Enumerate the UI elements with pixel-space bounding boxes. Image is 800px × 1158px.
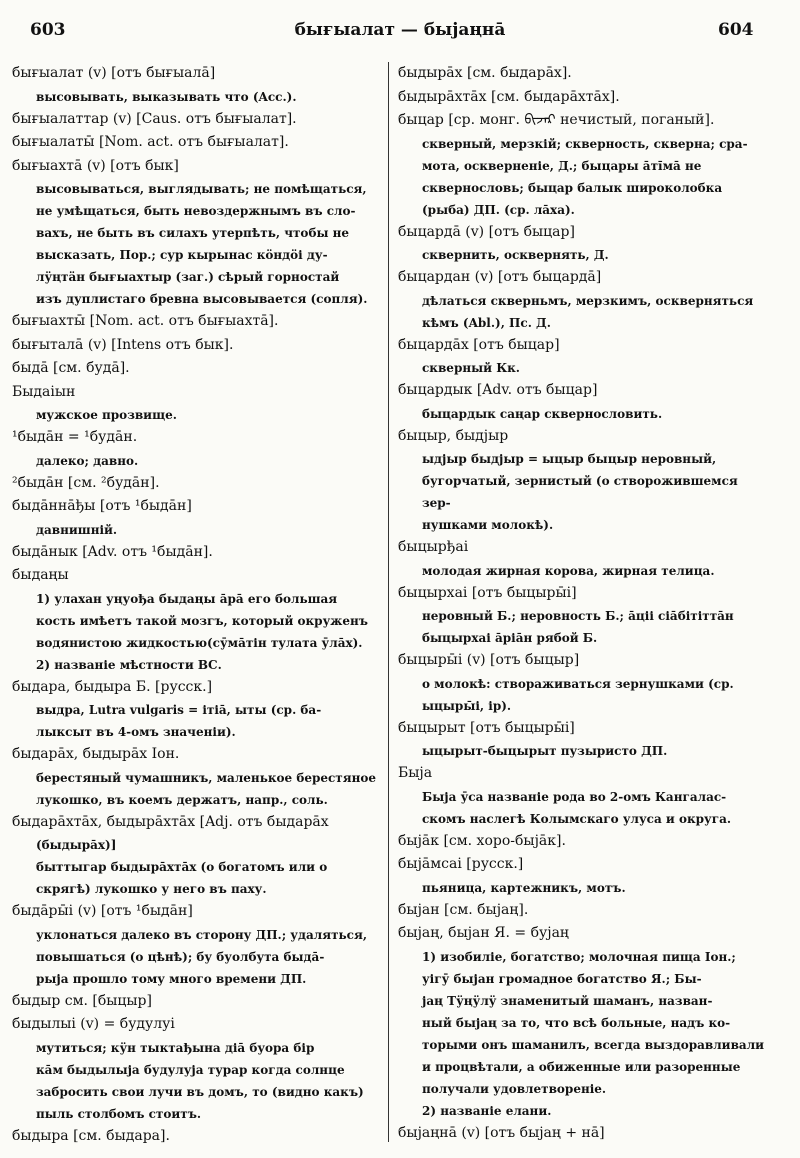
dictionary-entry [398, 62, 770, 86]
entry-definition-line: 2) названіе мѣстности ВС. [36, 657, 222, 672]
entry-headword: быцар [ср. монг. ᠪᠢᠵᠠᠷ нечистый, поганый]. [398, 112, 715, 128]
entry-headword: быјаңна̄ (v) [отъ быјаң + на̄] [398, 1124, 605, 1141]
dictionary-entry [12, 381, 384, 427]
entry-headword: быцардык [Adv. отъ быцар] [398, 382, 598, 398]
entry-headword: быјаң, быјан Я. = бујаң [398, 925, 569, 941]
entry-headword: быцыpђаі [398, 539, 469, 555]
entry-headword: бығыахты̄ [Nom. act. отъ бығыахта̄]. [12, 313, 279, 329]
entry-headword: быја̄к [см. хоро-быја̄к]. [398, 832, 566, 849]
entry-definition-line: рыја прошло тому много времени ДП. [36, 971, 307, 986]
entry-definition-line: нушками молокѣ). [422, 518, 554, 532]
dictionary-entry [12, 990, 384, 1014]
entry-headword: быда̄ры̄і (v) [отъ ¹быда̄н] [12, 903, 193, 919]
entry-definition-line: сквернословь; быцар балык широколобка [422, 180, 723, 195]
dictionary-entry [398, 922, 770, 1122]
entry-headword: быдара, быдыра Б. [русск.] [12, 678, 213, 695]
dictionary-entry [398, 762, 770, 830]
entry-headword: бығыахта̄ (v) [отъ бык] [12, 157, 179, 174]
dictionary-entry [12, 472, 384, 496]
dictionary-entry [398, 853, 770, 899]
entry-definition-line: изъ дуплистаго бревна высовывается (сопля). [36, 292, 368, 306]
entry-headword: быцыры̄і (v) [отъ быцыр] [398, 652, 580, 668]
dictionary-entry [12, 1125, 384, 1149]
entry-definition-line: лӱңтӓн бығыахтыр (заг.) сѣрый горностай [36, 270, 340, 284]
entry-definition-line: скверный, мерзкій; скверность, скверна; сра- [422, 136, 748, 151]
entry-definition-line: далеко; давно. [36, 453, 139, 468]
entry-definition-line: уігӯ быјан громадное богатство Я.; Бы- [422, 971, 702, 986]
dictionary-entry [12, 676, 384, 744]
dictionary-entry [398, 266, 770, 334]
entry-definition-line: высовываться, выглядывать; не помѣщаться, [36, 182, 367, 196]
dictionary-entry [12, 334, 384, 358]
entry-headword: быцардан (v) [отъ быцарда̄] [398, 269, 602, 285]
page-header [0, 20, 800, 48]
entry-definition-line: сквернить, осквернять, Д. [422, 248, 609, 262]
dictionary-entry [398, 425, 770, 537]
entry-headword: быда̄нык [Adv. отъ ¹быда̄н]. [12, 543, 213, 560]
entry-definition-line: давнишній. [36, 522, 118, 537]
entry-definition-line: мутиться; кӱн тыктађына діа̄ буора бір [36, 1040, 315, 1055]
entry-definition-line: вахъ, не быть въ силахъ утерпѣть, чтобы не [36, 226, 350, 240]
dictionary-entry [12, 1013, 384, 1125]
entry-definition-line: (быдыра̄х)] [36, 838, 117, 852]
entry-definition-line: скомъ наслегѣ Колымскаго улуса и округа. [422, 811, 732, 826]
entry-definition-line: уклонаться далеко въ сторону ДП.; удаляться, [36, 927, 368, 942]
dictionary-entry [12, 811, 384, 901]
entry-definition-line: скрягѣ) лукошко у него въ паху. [36, 882, 267, 896]
dictionary-entry [398, 1122, 770, 1146]
entry-definition-line: 1) улахан уңуођа быдаңы а̄ра̄ его большая [36, 591, 338, 606]
dictionary-entry [12, 495, 384, 541]
entry-definition-line: ный быјаң за то, что всѣ больные, надъ ко- [422, 1015, 731, 1030]
dictionary-entry [12, 426, 384, 472]
entry-definition-line: лукошко, въ коемъ держатъ, напр., соль. [36, 792, 328, 807]
dictionary-entry [12, 541, 384, 565]
entry-definition-line: торыми онъ шаманилъ, всегда выздоравливали [422, 1037, 765, 1052]
left-column [12, 62, 384, 1152]
page-number-right: 604 [718, 20, 754, 40]
dictionary-entry [398, 899, 770, 923]
entry-definition-line: (рыба) ДП. (ср. ла̄ха). [422, 202, 575, 217]
entry-definition-line: мужское прозвище. [36, 408, 177, 422]
dictionary-entry [12, 155, 384, 311]
dictionary-entry [398, 221, 770, 267]
entry-definition-line: кѣмъ (Abl.), Пс. Д. [422, 315, 551, 330]
entry-definition-line: получали удовлетвореніе. [422, 1081, 607, 1096]
entry-definition-line: повышаться (о цѣнѣ); бу буолбута быда̄- [36, 949, 325, 964]
entry-definition-line: быцырхаі а̄ріа̄н рябой Б. [422, 631, 598, 645]
entry-definition-line: кость имѣетъ такой мозгъ, который окруженъ [36, 613, 368, 628]
dictionary-entry [398, 334, 770, 380]
entry-headword: бығыалат (v) [отъ бығыала̄] [12, 65, 216, 81]
dictionary-entry [398, 379, 770, 425]
entry-definition-line: ыцыры̄і, ір). [422, 698, 512, 713]
entry-headword: ¹быда̄н = ¹буда̄н. [12, 429, 138, 445]
entry-definition-line: мота, оскверненіе, Д.; быцары а̄ті̄ма̄ не [422, 158, 702, 173]
entry-definition-line: 2) названіе елани. [422, 1103, 552, 1118]
entry-headword: ²быда̄н [см. ²буда̄н]. [12, 474, 160, 491]
entry-headword: быдара̄х, быдыра̄х Іон. [12, 746, 180, 762]
entry-definition-line: ыцырыт-быцырыт пузыристо ДП. [422, 744, 668, 758]
entry-headword: бығыалаттар (v) [Caus. отъ бығыалат]. [12, 110, 297, 127]
entry-headword: быда̄ [см. буда̄]. [12, 360, 130, 376]
entry-headword: быцыр, быдјыр [398, 427, 509, 444]
entry-headword: быцырхаі [отъ быцыры̄і] [398, 584, 577, 601]
entry-definition-line: пыль столбомъ стоитъ. [36, 1106, 202, 1121]
entry-headword: быцарда̄х [отъ быцар] [398, 336, 560, 353]
dictionary-entry [398, 109, 770, 221]
entry-headword: быјан [см. быјаң]. [398, 901, 529, 918]
entry-definition-line: бугорчатый, зернистый (о створожившемся зер- [422, 474, 738, 510]
dictionary-entry [12, 131, 384, 155]
entry-definition-line: высовывать, выказывать что (Acc.). [36, 89, 297, 104]
entry-definition-line: забросить свои лучи въ домъ, то (видно какъ) [36, 1084, 364, 1099]
entry-definition-line: ыдјыр быдјыр = ыцыр быцыр неровный, [422, 452, 717, 466]
dictionary-entry [12, 900, 384, 990]
entry-definition-line: быттыгар быдыра̄хта̄х (о богатомъ или о [36, 860, 328, 874]
entry-headword: быда̄нна̄ђы [отъ ¹быда̄н] [12, 498, 192, 514]
entry-definition-line: быцардык саңар сквернословить. [422, 406, 663, 421]
entry-headword: бығытала̄ (v) [Intens отъ бык]. [12, 336, 234, 353]
running-head: бығыалат — быјаңна̄ [294, 20, 506, 40]
right-column [398, 62, 770, 1152]
entry-definition-line: пьяница, картежникъ, мотъ. [422, 880, 626, 895]
entry-headword: быдаңы [12, 567, 69, 583]
entry-definition-line: 1) изобиліе, богатство; молочная пища Іон.; [422, 949, 736, 964]
entry-definition-line: и процвѣтали, а обиженные или разоренные [422, 1059, 741, 1074]
dictionary-entry [12, 357, 384, 381]
dictionary-entry [12, 62, 384, 108]
entry-definition-line: дѣлаться скверньмъ, мерзкимъ, оскверняться [422, 293, 754, 308]
entry-headword: быдара̄хта̄х, быдыра̄хта̄х [Adj. отъ быдара̄х [12, 813, 329, 830]
dictionary-entry [12, 310, 384, 334]
entry-headword: Быја [398, 765, 433, 781]
dictionary-entry [398, 582, 770, 650]
entry-definition-line: о молокѣ: створаживаться зернушками (ср. [422, 676, 734, 691]
entry-definition-line: высказать, Пор.; сур кырынас кӧндӧі ду- [36, 248, 328, 262]
entry-definition-line: јаң Тӱңӱлӱ знаменитый шаманъ, назван- [422, 993, 713, 1008]
entry-definition-line: не умѣщаться, быть невоздержнымъ въ сло- [36, 204, 356, 218]
entry-definition-line: берестяный чумашникъ, маленькое берестяное [36, 770, 377, 785]
dictionary-entry [398, 536, 770, 582]
entry-definition-line: водянистою жидкостью(сӯма̄тін тулата ӯла̄х). [36, 635, 363, 650]
entry-headword: быја̄мсаі [русск.] [398, 856, 524, 872]
entry-definition-line: ка̄м быдылыја будулуја турар когда солнце [36, 1062, 345, 1077]
entry-headword: быцарда̄ (v) [отъ быцар] [398, 223, 575, 240]
entry-headword: быдыра̄х [см. быдара̄х]. [398, 65, 572, 81]
column-divider [388, 62, 389, 1142]
dictionary-entry [398, 717, 770, 763]
dictionary-entry [398, 830, 770, 854]
entry-headword: быдыр см. [быцыр] [12, 992, 152, 1009]
entry-definition-line: молодая жирная корова, жирная телица. [422, 563, 715, 578]
dictionary-entry [398, 649, 770, 717]
entry-definition-line: Быја ӯса названіе рода во 2-омъ Кангалас- [422, 789, 727, 804]
entry-headword: Быдаіын [12, 383, 76, 400]
page-number-left: 603 [30, 20, 66, 40]
dictionary-entry [398, 86, 770, 110]
entry-definition-line: лыксыт въ 4-омъ значеніи). [36, 725, 236, 739]
dictionary-entry [12, 108, 384, 132]
entry-definition-line: неровный Б.; неровность Б.; а̄ціі сіа̄бітітта̄н [422, 609, 734, 623]
entry-headword: быцырыт [отъ быцыры̄і] [398, 719, 575, 736]
dictionary-entry [12, 564, 384, 676]
entry-headword: бығыалаты̄ [Nom. act. отъ бығыалат]. [12, 134, 289, 150]
entry-headword: быдыра̄хта̄х [см. быдара̄хта̄х]. [398, 88, 620, 105]
entry-definition-line: выдра, Lutra vulgaris = ітіа̄, ыты (ср. ба- [36, 703, 322, 717]
dictionary-entry [12, 743, 384, 811]
entry-headword: быдыра [см. быдара]. [12, 1127, 170, 1144]
entry-definition-line: скверный Кк. [422, 361, 520, 375]
entry-headword: быдылыі (v) = будулуі [12, 1016, 175, 1032]
